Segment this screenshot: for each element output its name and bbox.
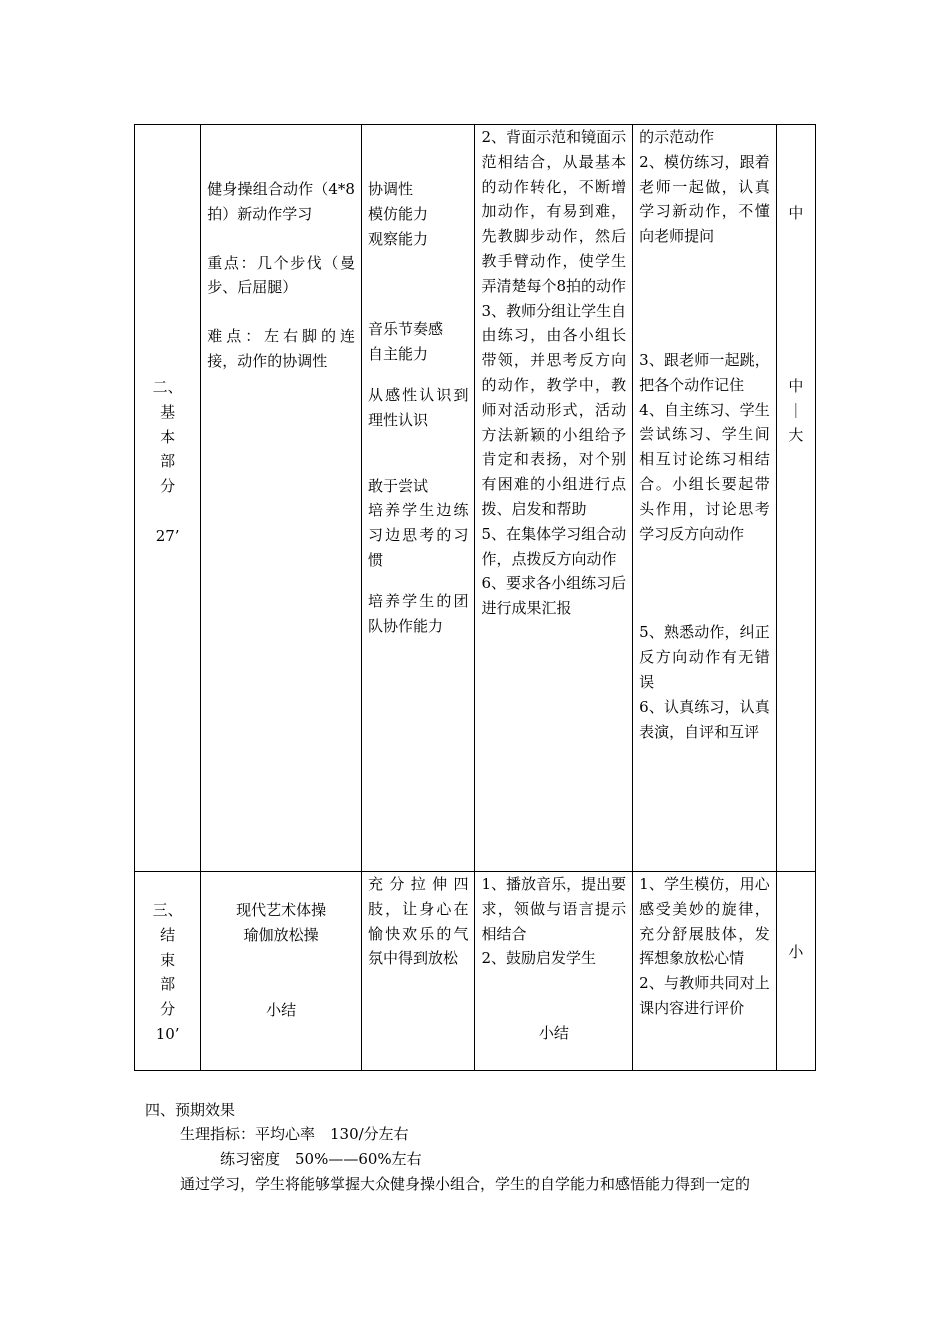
practice-density: 练习密度 50%——60%左右 bbox=[220, 1150, 422, 1168]
teacher-step-2: 2、背面示范和镜面示范相结合，从最基本的动作转化，不断增加动作，有易到难，先教脚步动作，然后教手臂动作，使学生弄清楚每个8拍的动作 bbox=[481, 128, 627, 295]
goals-group-1: 协调性 模仿能力 观察能力 bbox=[367, 180, 428, 248]
goals-end: 充分拉伸四肢，让身心在愉快欢乐的气氛中得到放松 bbox=[367, 875, 469, 968]
load-level-2: 中 ｜ 大 bbox=[788, 376, 804, 445]
content-title: 健身操组合动作（4*8拍）新动作学习 bbox=[207, 180, 355, 223]
content-item-yoga: 瑜伽放松操 bbox=[243, 925, 319, 944]
effect-summary-text: 通过学习，学生将能够掌握大众健身操小组合，学生的自学能力和感悟能力得到一定的 bbox=[180, 1175, 751, 1193]
stage-cell-end bbox=[135, 872, 201, 1071]
goals-cell-end bbox=[361, 872, 475, 1071]
goals-group-4: 敢于尝试 培养学生边练习边思考的习惯 bbox=[367, 476, 469, 569]
teacher-cell-basic bbox=[475, 125, 633, 872]
goals-group-5: 培养学生的团队协作能力 bbox=[367, 591, 469, 635]
goals-group-2: 音乐节奏感 自主能力 bbox=[367, 320, 443, 364]
student-step-2: 2、模仿练习，跟着老师一起做，认真学习新动作，不懂向老师提问 bbox=[639, 152, 770, 246]
student-step-4: 4、自主练习、学生尝试练习、学生间相互讨论练习相结合。小组长要起带头作用，讨论思考学习反方向动作 bbox=[639, 400, 770, 543]
load-cell-basic bbox=[776, 125, 815, 872]
content-key-point: 重点：几个步伐（曼步、后屈腿） bbox=[207, 253, 355, 297]
teacher-end-step-2: 2、鼓励启发学生 bbox=[481, 949, 597, 968]
stage-label-end: 三、 结 束 部 分 10’ bbox=[152, 901, 183, 1043]
stage-cell-basic bbox=[135, 125, 201, 872]
teacher-end-step-1: 1、播放音乐，提出要求，领做与语言提示相结合 bbox=[481, 875, 627, 943]
student-end-step-1: 1、学生模仿，用心感受美妙的旋律，充分舒展肢体，发挥想象放松心情 bbox=[639, 875, 770, 968]
lesson-plan-table bbox=[134, 124, 816, 1071]
load-level-end: 小 bbox=[788, 943, 804, 961]
stage-label-basic: 二、 基 本 部 分 27’ bbox=[152, 378, 183, 545]
content-item-art-gymnastics: 现代艺术体操 bbox=[236, 901, 327, 919]
student-step-5: 5、熟悉动作，纠正反方向动作有无错误 bbox=[639, 623, 770, 691]
teacher-step-6: 6、要求各小组练习后进行成果汇报 bbox=[481, 574, 627, 618]
teacher-end-summary: 小结 bbox=[538, 1024, 569, 1043]
teacher-step-5: 5、在集体学习组合动作，点拨反方向动作 bbox=[481, 524, 627, 568]
goals-group-3: 从感性认识到理性认识 bbox=[367, 385, 469, 429]
load-level-1: 中 bbox=[788, 204, 804, 222]
table-row-basic-part bbox=[135, 125, 816, 872]
physiological-indicator: 生理指标：平均心率 130/分左右 bbox=[180, 1125, 409, 1143]
student-end-step-2: 2、与教师共同对上课内容进行评价 bbox=[639, 974, 770, 1017]
load-cell-end bbox=[776, 872, 815, 1071]
goals-cell-basic bbox=[361, 125, 475, 872]
student-step-6: 6、认真练习，认真表演，自评和互评 bbox=[639, 697, 770, 741]
content-cell-basic bbox=[201, 125, 362, 872]
teacher-cell-end bbox=[475, 872, 633, 1071]
content-item-summary: 小结 bbox=[266, 1000, 297, 1019]
student-step-1: 的示范动作 bbox=[639, 128, 715, 146]
teacher-step-3: 3、教师分组让学生自由练习，由各小组长带领，并思考反方向的动作，教学中，教师对活动形式，活动方法新颖的小组给予肯定和表扬，对个别有困难的小组进行点拨、启发和帮助 bbox=[481, 301, 627, 518]
student-cell-basic bbox=[633, 125, 777, 872]
content-cell-end bbox=[201, 872, 362, 1071]
table-row-end-part bbox=[135, 872, 816, 1071]
content-difficulty: 难点：左右脚的连接，动作的协调性 bbox=[207, 327, 355, 370]
student-step-3: 3、跟老师一起跳，把各个动作记住 bbox=[639, 350, 770, 394]
student-cell-end bbox=[633, 872, 777, 1071]
expected-effect-heading: 四、预期效果 bbox=[145, 1101, 236, 1119]
